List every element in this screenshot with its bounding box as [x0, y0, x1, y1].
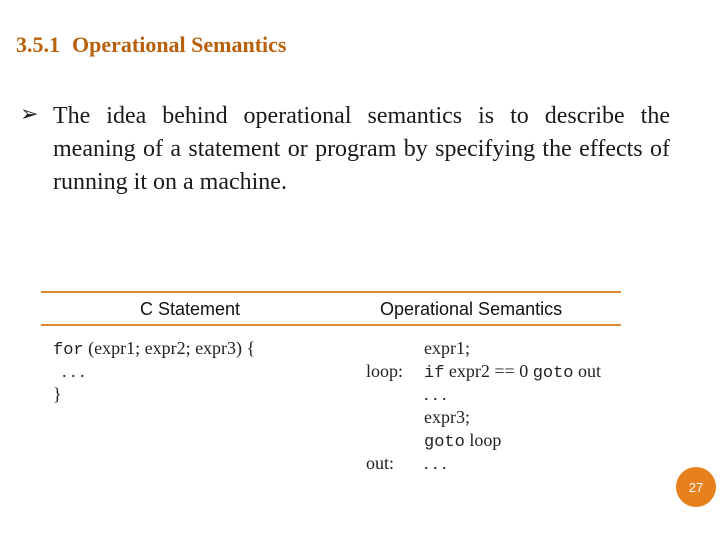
keyword-for: for [53, 341, 84, 360]
column-header-operational-semantics: Operational Semantics [380, 299, 563, 319]
keyword-goto: goto [424, 433, 465, 452]
page-number-badge: 27 [676, 467, 716, 507]
op-code-line-2-end: out [573, 361, 602, 381]
label-loop: loop: [366, 361, 404, 381]
op-code-line-1: expr1; [424, 338, 470, 358]
slide-title [16, 32, 287, 58]
semantics-table [41, 291, 621, 476]
c-code-line-1 [53, 337, 255, 362]
op-code-line-2 [424, 360, 601, 385]
bullet-text: The idea behind operational semantics is to describe the meaning of a statement or program by specifying the effects of running it on a machine. [53, 103, 670, 195]
op-code-line-5 [424, 429, 501, 454]
column-header-c-statement: C Statement [140, 299, 241, 319]
op-code-line-3: . . . [424, 384, 447, 404]
op-code-line-6: . . . [424, 453, 447, 473]
c-code-line-3: } [53, 384, 62, 404]
keyword-goto: goto [532, 364, 574, 383]
op-code-line-2-mid: expr2 == 0 [444, 361, 533, 381]
op-code-line-5-end: loop [464, 430, 502, 450]
op-code-line-4: expr3; [424, 407, 470, 427]
section-title: Operational Semantics [72, 32, 287, 57]
c-code-line-1-text: (expr1; expr2; expr3) { [83, 338, 256, 358]
table-header-rule [41, 324, 621, 326]
section-number: 3.5.1 [16, 32, 60, 57]
arrow-bullet-icon: ➢ [20, 102, 39, 127]
c-code-line-2: . . . [53, 361, 85, 381]
keyword-if: if [424, 364, 445, 383]
table-top-rule [41, 291, 621, 293]
label-out: out: [366, 453, 395, 473]
